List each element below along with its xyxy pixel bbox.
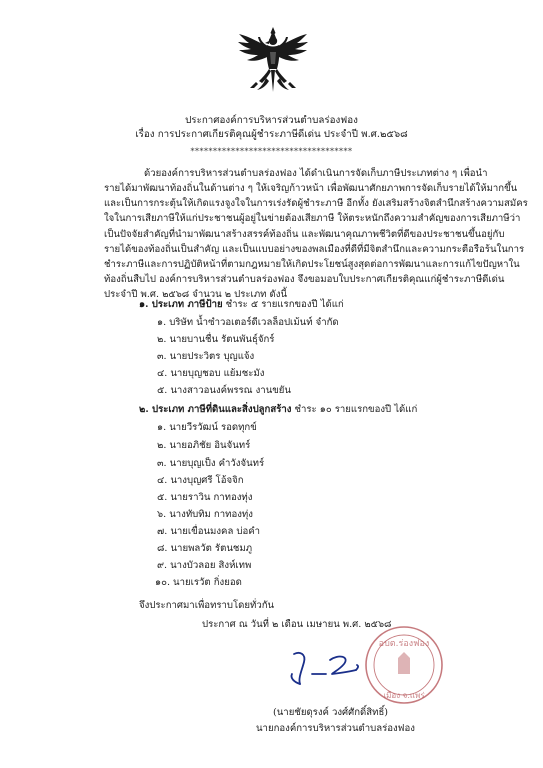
list-item: ๕. นายราวิน กาทองทุ่ง [157, 492, 253, 503]
body-line: ประจำปี พ.ศ. ๒๕๖๘ จำนวน ๒ ประเภท ดังนี้ [104, 289, 288, 301]
category-2-heading [139, 404, 417, 416]
category-2-desc: ชำระ ๑๐ รายแรกของปี ได้แก่ [291, 404, 418, 415]
body-line: และเป็นการกระตุ้นให้เกิดแรงจูงใจในการเร่งรัดผู้ชำระภาษี อีกทั้ง ยังเสริมสร้างจิตสำนึกสร้างความสมัคร [104, 198, 528, 210]
list-item: ๙. นางบัวลอย สิงห์เทพ [157, 560, 252, 571]
garuda-emblem-icon [236, 26, 310, 94]
body-line: เป็นปัจจัยสำคัญที่นำมาพัฒนาสร้างสรรค์ท้องถิ่น และพัฒนาคุณภาพชีวิตที่ดีของประชาชนขึ้นอยู่กับ [104, 228, 505, 240]
list-item: ๑. บริษัท น้ำซำวอเตอร์ดีเวลล็อปเม้นท์ จำกัด [157, 317, 339, 328]
list-item: ๖. นางทับทิม กาทองทุ่ง [157, 509, 253, 520]
list-item: ๘. นายพลวัต รัตนชมภู [157, 543, 253, 554]
list-item: ๓. นายบุญเป็ง คำวังจันทร์ [157, 458, 265, 469]
body-line: ด้วยองค์การบริหารส่วนตำบลร่องฟอง ได้ดำเนินการจัดเก็บภาษีประเภทต่าง ๆ เพื่อนำ [144, 168, 488, 179]
signatory-name: (นายชัยดุรงค์ วงศ์ศักดิ์สิทธิ์) [273, 707, 389, 718]
list-item: ๔. นางบุญศรี โอ้จจิก [157, 475, 244, 486]
closing-notice: จึงประกาศมาเพื่อทราบโดยทั่วกัน [139, 600, 275, 611]
announcement-subject: เรื่อง การประกาศเกียรติคุณผู้ชำระภาษีดีเด่น ประจำปี พ.ศ.๒๕๖๘ [135, 129, 408, 140]
category-1-heading [139, 299, 344, 311]
body-line: ใจในการเสียภาษีให้แก่ประชาชนผู้อยู่ในข่ายต้องเสียภาษี ให้ตระหนักถึงความสำคัญของการเสียภาษีว่า [104, 213, 521, 225]
body-line: รายได้ของท้องถิ่นเป็นสำคัญ และเป็นแบบอย่างของพลเมืองที่ดีที่มีจิตสำนึกและความกระตือรือร้นในการ [104, 243, 525, 255]
handwritten-signature [286, 648, 366, 688]
list-item: ๔. นายบุญชอบ แย้มชะมัง [157, 368, 265, 379]
announcement-date: ประกาศ ณ วันที่ ๒ เดือน เมษายน พ.ศ. ๒๕๖๘ [202, 619, 392, 630]
list-item: ๑๐. นายเรวัต กิ่งยอด [155, 577, 242, 588]
list-item: ๕. นางสาวอนงค์พรรณ งานขยัน [157, 385, 291, 396]
body-line: ท้องถิ่นสืบไป องค์การบริหารส่วนตำบลร่องฟอง จึงขอมอบใบประกาศเกียรติคุณแก่ผู้ชำระภาษีดีเด่น [104, 273, 505, 285]
announcement-title: ประกาศองค์การบริหารส่วนตำบลร่องฟอง [185, 115, 358, 126]
list-item: ๒. นายบานชื่น รัตนพันธุ์จักร์ [157, 334, 275, 345]
header-separator: ************************************ [190, 147, 353, 156]
category-2-prefix: ๒. [139, 404, 153, 415]
stamp-text-bottom: เมือง จ.แพร่ [383, 691, 425, 700]
list-item: ๗. นายเขื่อนมงคล บ่อคำ [157, 526, 261, 537]
category-1-title: ประเภท ภาษีป้าย [151, 299, 223, 310]
official-seal-stamp [358, 622, 450, 708]
list-item: ๓. นายประวิตร บุญแจ้ง [157, 351, 255, 362]
body-paragraph [104, 166, 528, 302]
category-1-prefix: ๑. [139, 299, 152, 310]
stamp-text-top: อบต.ร่องฟอง [378, 639, 430, 649]
body-line: รายได้มาพัฒนาท้องถิ่นในด้านต่าง ๆ ให้เจริญก้าวหน้า เพื่อพัฒนาศักยภาพการจัดเก็บรายได้ให้มากขึ้น [104, 183, 518, 195]
list-item: ๑. นายวีรวัฒน์ รอดทุกข์ [157, 422, 257, 433]
category-1-desc: ชำระ ๕ รายแรกของปี ได้แก่ [222, 299, 344, 310]
signatory-position: นายกองค์การบริหารส่วนตำบลร่องฟอง [256, 723, 415, 734]
category-2-title: ประเภท ภาษีที่ดินและสิ่งปลูกสร้าง [152, 404, 292, 415]
list-item: ๒. นายอภิชัย อินจันทร์ [157, 440, 251, 451]
body-line: ชำระภาษีและการปฏิบัติหน้าที่ตามกฎหมายให้เกิดประโยชน์สูงสุดต่อการพัฒนาและการแก้ไขปัญหาใน [104, 258, 520, 270]
